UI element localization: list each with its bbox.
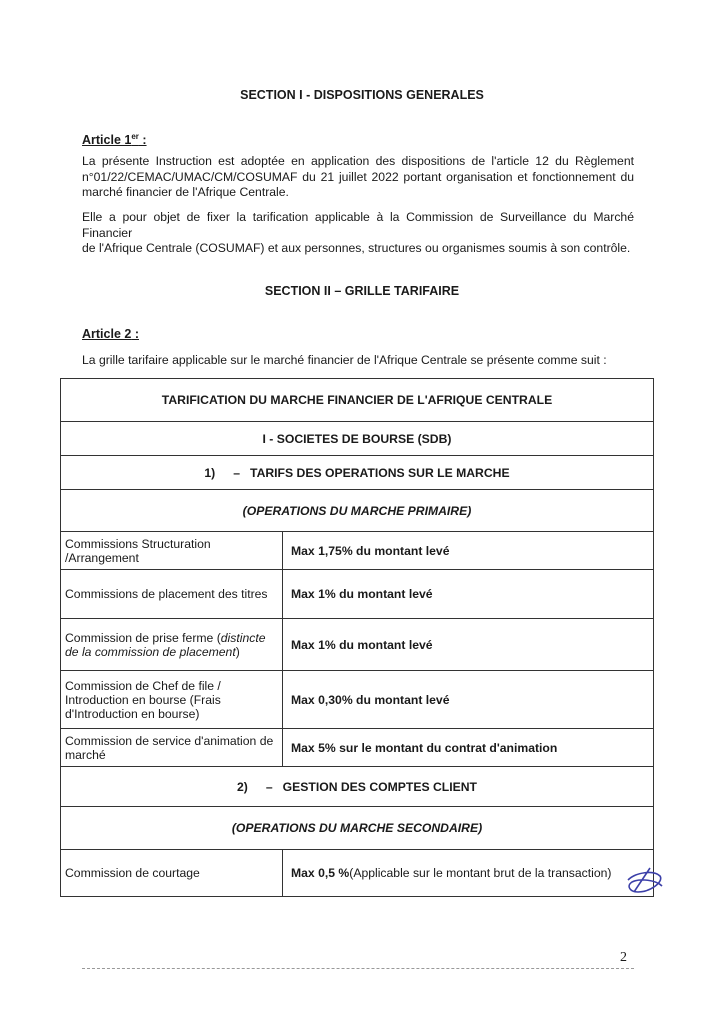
table-secondary-market: (OPERATIONS DU MARCHE SECONDAIRE) (61, 807, 653, 850)
table-section-sdb: I - SOCIETES DE BOURSE (SDB) (61, 422, 653, 456)
tariff-table (60, 378, 654, 897)
table-subsection-1: 1) – TARIFS DES OPERATIONS SUR LE MARCHE (61, 456, 653, 490)
table-row-label: Commission de prise ferme (distincte de la commission de placement) (61, 619, 283, 670)
article-1-paragraph-1: La présente Instruction est adoptée en application des dispositions de l'article 12 du Règlement n°01/22/CEMAC/UMAC/CM/COSUMAF du 21 juillet 2022 portant organisation et fonctionnement du marché financier de l'Afrique Centrale. (82, 154, 634, 199)
table-row-value: Max 1% du montant levé (291, 587, 433, 601)
table-row (61, 619, 653, 671)
table-row (61, 671, 653, 729)
table-row-label: Commission de courtage (61, 850, 283, 896)
table-row-value: Max 0,5 % (Applicable sur le montant brut de la transaction) (291, 866, 612, 880)
initials-signature (620, 862, 666, 902)
table-row-label: Commissions Structuration /Arrangement (61, 532, 283, 569)
table-row-label: Commission de Chef de file / Introduction en bourse (Frais d'Introduction en bourse) (61, 671, 283, 728)
table-title: TARIFICATION DU MARCHE FINANCIER DE L'AFRIQUE CENTRALE (61, 379, 653, 422)
article-1-label: Article 1er : (82, 132, 147, 148)
table-row (61, 850, 653, 896)
table-row-value: Max 1,75% du montant levé (291, 543, 450, 558)
table-row (61, 570, 653, 619)
table-row-value: Max 1% du montant levé (291, 637, 433, 652)
footer-rule (82, 968, 634, 969)
page-number: 2 (620, 950, 627, 965)
article-1-paragraph-2: Elle a pour objet de fixer la tarification applicable à la Commission de Surveillance du Marché Financier de l'Afrique Centrale (COSUMAF) et aux personnes, structures ou organismes soumis à son contrôle. (82, 210, 634, 255)
table-row (61, 532, 653, 570)
table-row-label: Commission de service d'animation de marché (61, 729, 283, 766)
table-row (61, 729, 653, 767)
table-subsection-2: 2) – GESTION DES COMPTES CLIENT (61, 767, 653, 807)
section-1-heading: SECTION I - DISPOSITIONS GENERALES (240, 88, 484, 102)
section-2-heading: SECTION II – GRILLE TARIFAIRE (264, 284, 460, 298)
table-row-label: Commissions de placement des titres (61, 570, 283, 618)
article-2-paragraph: La grille tarifaire applicable sur le marché financier de l'Afrique Centrale se présente comme suit : (82, 353, 607, 367)
table-row-value: Max 0,30% du montant levé (291, 692, 450, 707)
table-primary-market: (OPERATIONS DU MARCHE PRIMAIRE) (61, 490, 653, 532)
table-row-value: Max 5% sur le montant du contrat d'animation (291, 740, 558, 755)
article-2-label: Article 2 : (82, 327, 139, 341)
